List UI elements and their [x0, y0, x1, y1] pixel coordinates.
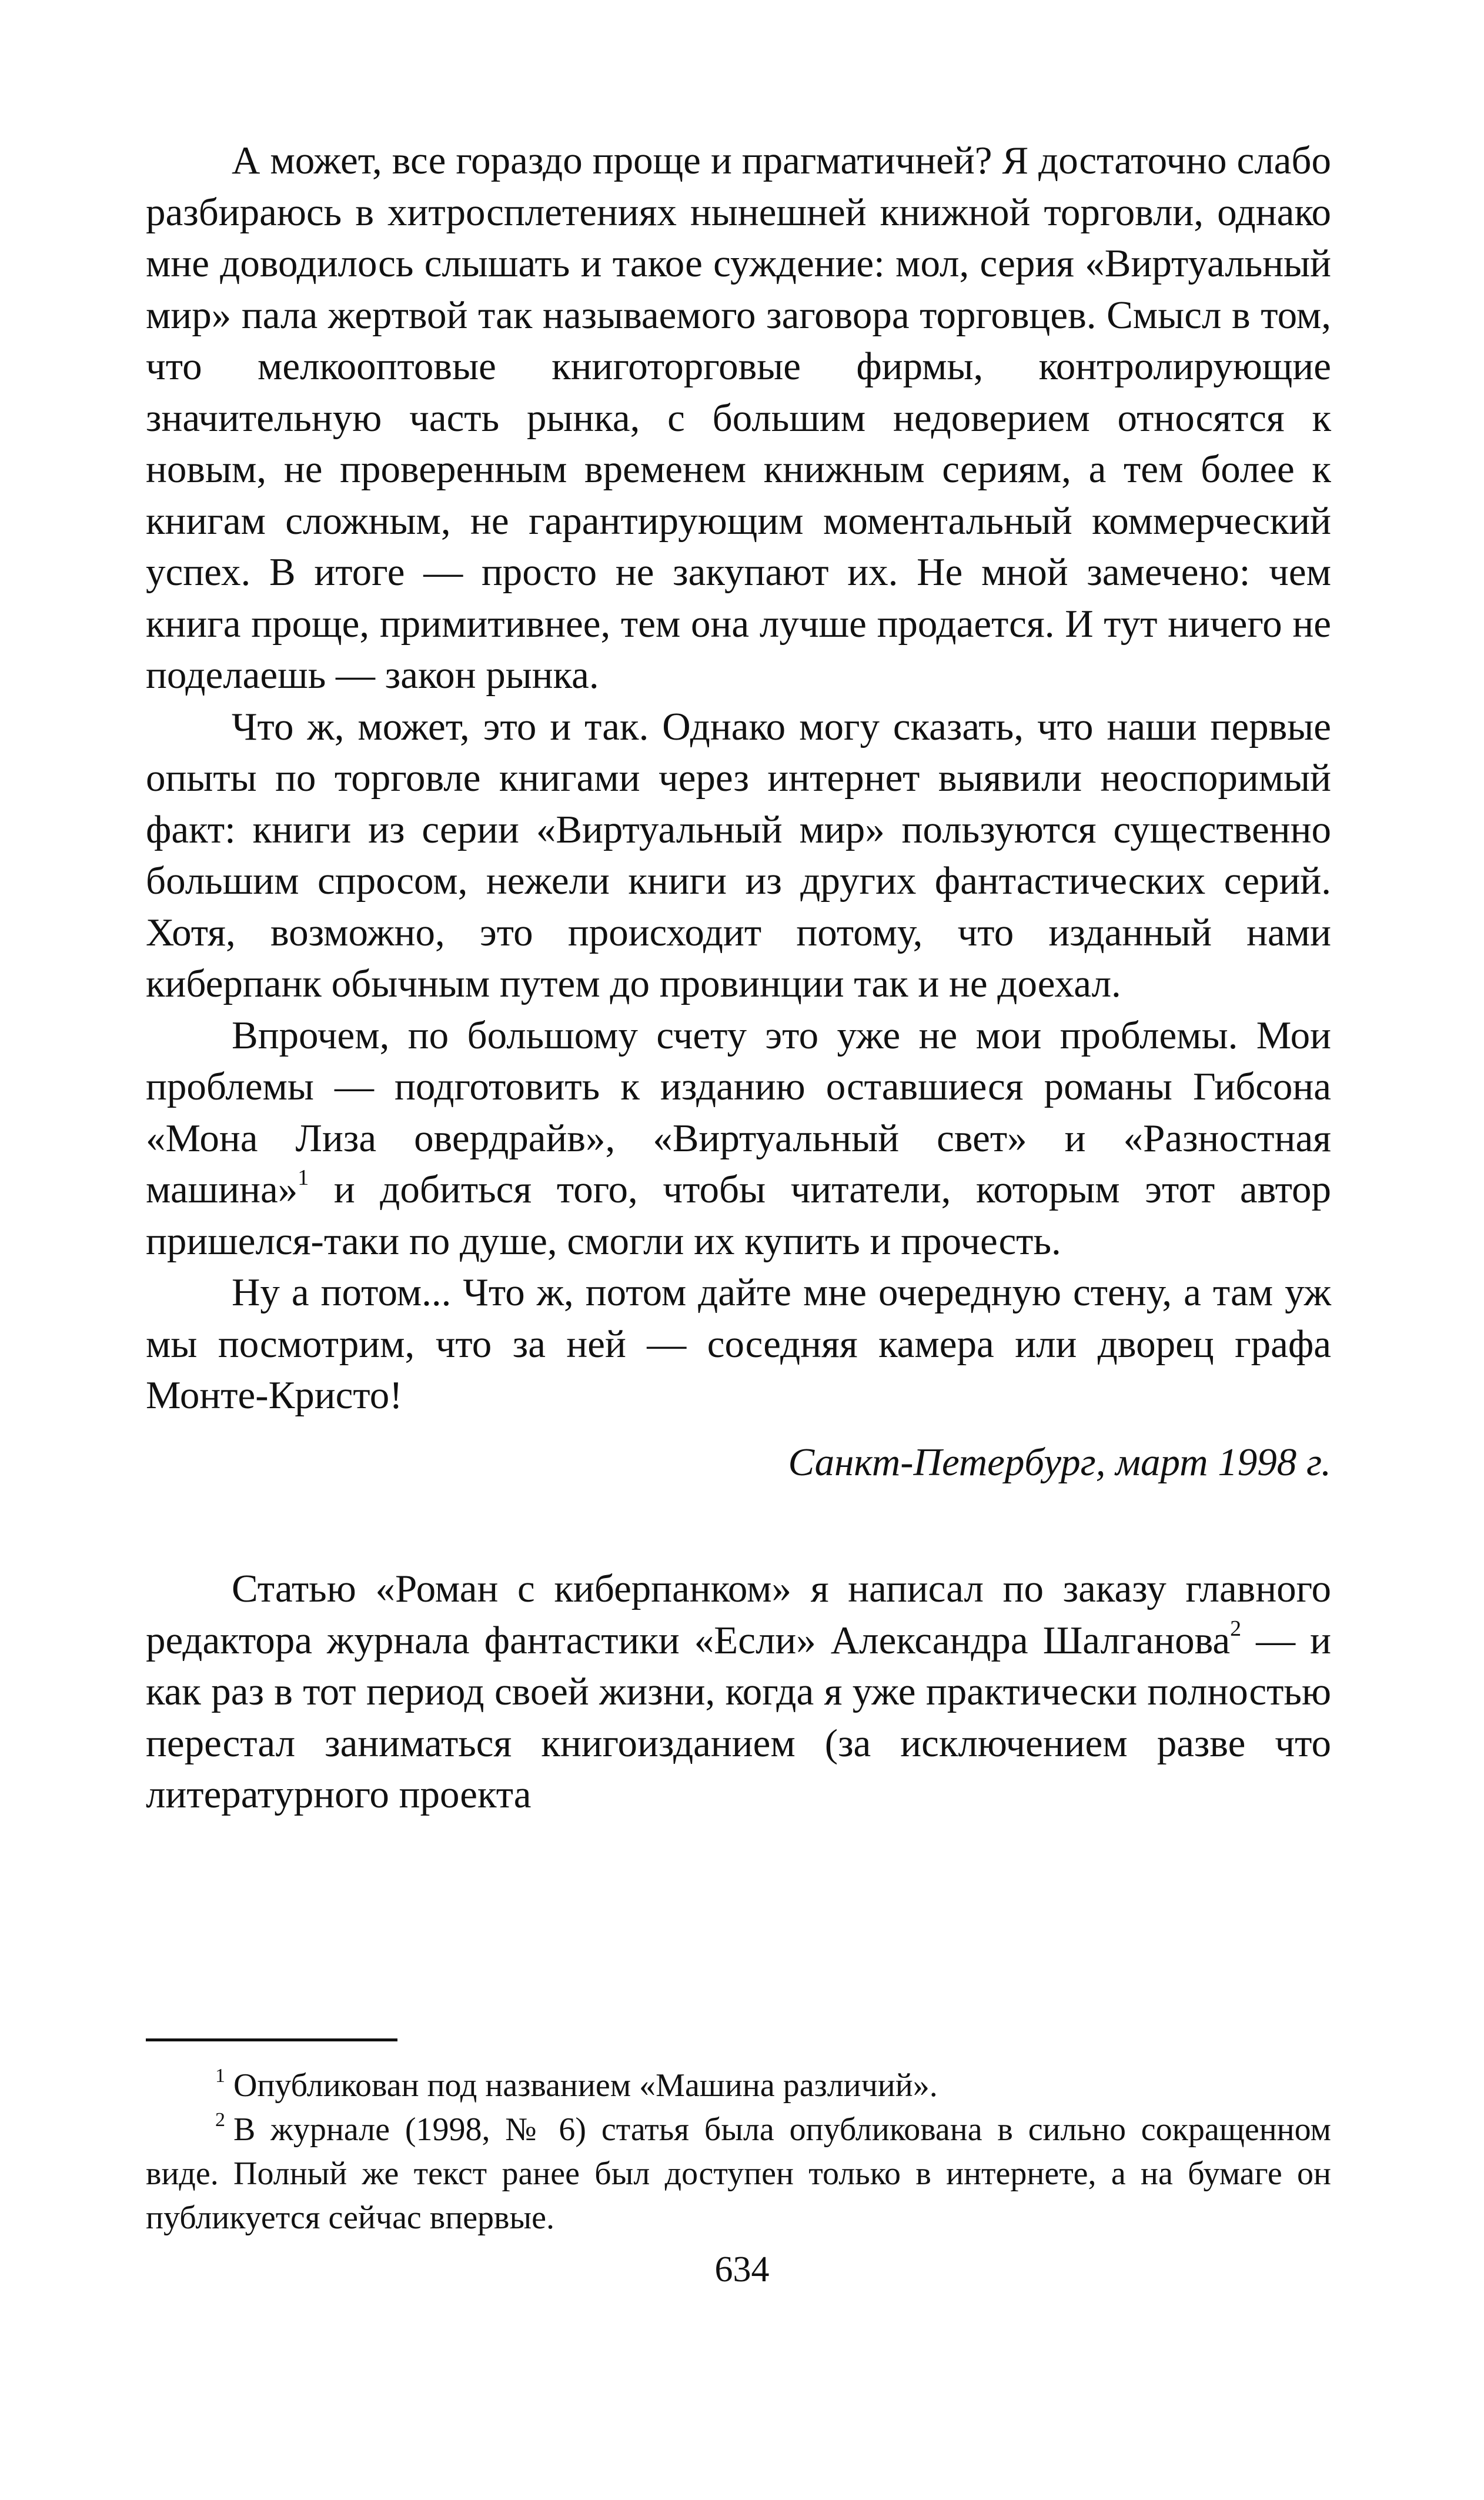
paragraph-5-text-a: Статью «Роман с киберпанком» я написал по заказу главного редактора журнала фантастики «Если» Александра Шалганова — [146, 1567, 1331, 1662]
paragraph-2: Что ж, может, это и так. Однако могу сказать, что наши первые опыты по торговле книгами через интернет выявили неоспоримый факт: книги из серии «Виртуальный мир» пользуются существенно большим спросом, нежели книги из других фантастических серий. Хотя, возможно, это происходит потому, что изданный нами киберпанк обычным путем до провинции так и не доехал. — [146, 704, 1331, 1005]
footnote-1-text: Опубликован под названием «Машина различий». — [233, 2067, 938, 2104]
footnote-divider — [146, 2038, 397, 2041]
footnote-ref-1[interactable]: 1 — [298, 1165, 309, 1190]
paragraph-1: А может, все гораздо проще и прагматичней? Я достаточно слабо разбираюсь в хитросплетениях нынешней книжной торговли, однако мне доводилось слышать и такое суждение: мол, серия «Виртуальный мир» пала жертвой так называемого заговора торговцев. Смысл в том, что мелкооптовые книготорговые фирмы, контролирующие значительную часть рынка, с большим недоверием относятся к новым, не проверенным временем книжным сериям, а тем более к книгам сложным, не гарантирующим моментальный коммерческий успех. В итоге — просто не закупают их. Не мной замечено: чем книга проще, примитивнее, тем она лучше продается. И тут ничего не поделаешь — закон рынка. — [146, 139, 1331, 697]
footnote-ref-2[interactable]: 2 — [1230, 1616, 1242, 1641]
paragraph-5-text-b: — и как раз в тот период своей жизни, когда я уже практически полностью перестал заниматься книгоизданием (за исключением разве что литературного проекта — [146, 1618, 1331, 1816]
paragraph-4: Ну а потом... Что ж, потом дайте мне очередную стену, а там уж мы посмотрим, что за ней — соседняя камера или дворец графа Монте-Кристо! — [146, 1271, 1331, 1417]
paragraph-5 — [146, 1563, 1331, 1821]
paragraph-3 — [146, 1010, 1331, 1268]
paragraph-3-text-b: и добиться того, чтобы читатели, которым этот автор пришелся-таки по душе, смогли их купить и прочесть. — [146, 1168, 1331, 1263]
footnotes — [146, 2064, 1331, 2240]
section-gap — [146, 1488, 1331, 1563]
footnote-2-mark: 2 — [215, 2109, 225, 2131]
footnote-2 — [146, 2108, 1331, 2240]
paragraph-3-text-a: Впрочем, по большому счету это уже не мои проблемы. Мои проблемы — подготовить к изданию оставшиеся романы Гибсона «Мона Лиза овердрайв», «Виртуальный свет» и «Разностная машина» — [146, 1013, 1331, 1211]
footnote-1-mark: 1 — [215, 2065, 225, 2087]
footnote-2-text: В журнале (1998, № 6) статья была опубликована в сильно сокращенном виде. Полный же текст ранее был доступен только в интернете, а на бумаге он публикуется сейчас впервые. — [146, 2111, 1331, 2236]
footnote-1 — [146, 2064, 1331, 2108]
signature-place-date: Санкт-Петербург, март 1998 г. — [788, 1440, 1331, 1484]
page-body — [146, 135, 1331, 1821]
page-number: 634 — [714, 2250, 770, 2290]
